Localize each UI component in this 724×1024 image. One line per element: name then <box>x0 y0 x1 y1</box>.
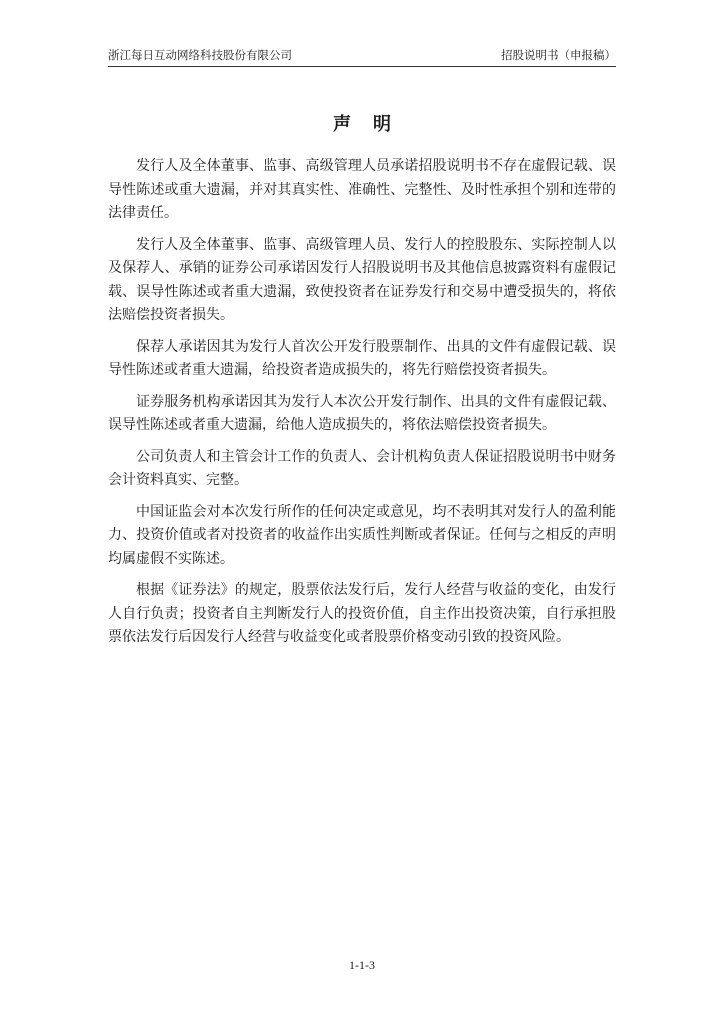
company-name: 浙江每日互动网络科技股份有限公司 <box>108 48 292 62</box>
page-header <box>108 47 616 67</box>
document-body <box>108 155 616 658</box>
page-title: 声明 <box>333 114 413 135</box>
statement-paragraph: 发行人及全体董事、监事、高级管理人员、发行人的控股股东、实际控制人以及保荐人、承销的证券公司承诺因发行人招股说明书及其他信息披露资料有虚假记载、误导性陈述或者重大遗漏，致使投资者在证券发行和交易中遭受损失的，将依法赔偿投资者损失。 <box>108 236 616 323</box>
document-type: 招股说明书（申报稿） <box>501 48 616 62</box>
statement-paragraph: 根据《证券法》的规定，股票依法发行后，发行人经营与收益的变化，由发行人自行负责；投资者自主判断发行人的投资价值，自主作出投资决策，自行承担股票依法发行后因发行人经营与收益变化或者股票价格变动引致的投资风险。 <box>108 582 616 645</box>
page-number: 1-1-3 <box>349 958 375 972</box>
statement-paragraph: 证券服务机构承诺因其为发行人本次公开发行制作、出具的文件有虚假记载、误导性陈述或者重大遗漏，给他人造成损失的，将依法赔偿投资者损失。 <box>108 393 616 433</box>
statement-paragraph: 发行人及全体董事、监事、高级管理人员承诺招股说明书不存在虚假记载、误导性陈述或重大遗漏，并对其真实性、准确性、完整性、及时性承担个别和连带的法律责任。 <box>108 158 616 221</box>
statement-paragraph: 公司负责人和主管会计工作的负责人、会计机构负责人保证招股说明书中财务会计资料真实、完整。 <box>108 448 616 488</box>
statement-paragraph: 中国证监会对本次发行所作的任何决定或意见，均不表明其对发行人的盈利能力、投资价值或者对投资者的收益作出实质性判断或者保证。任何与之相反的声明均属虚假不实陈述。 <box>108 503 616 567</box>
statement-paragraph: 保荐人承诺因其为发行人首次公开发行股票制作、出具的文件有虚假记载、误导性陈述或者重大遗漏，给投资者造成损失的，将先行赔偿投资者损失。 <box>108 338 616 378</box>
